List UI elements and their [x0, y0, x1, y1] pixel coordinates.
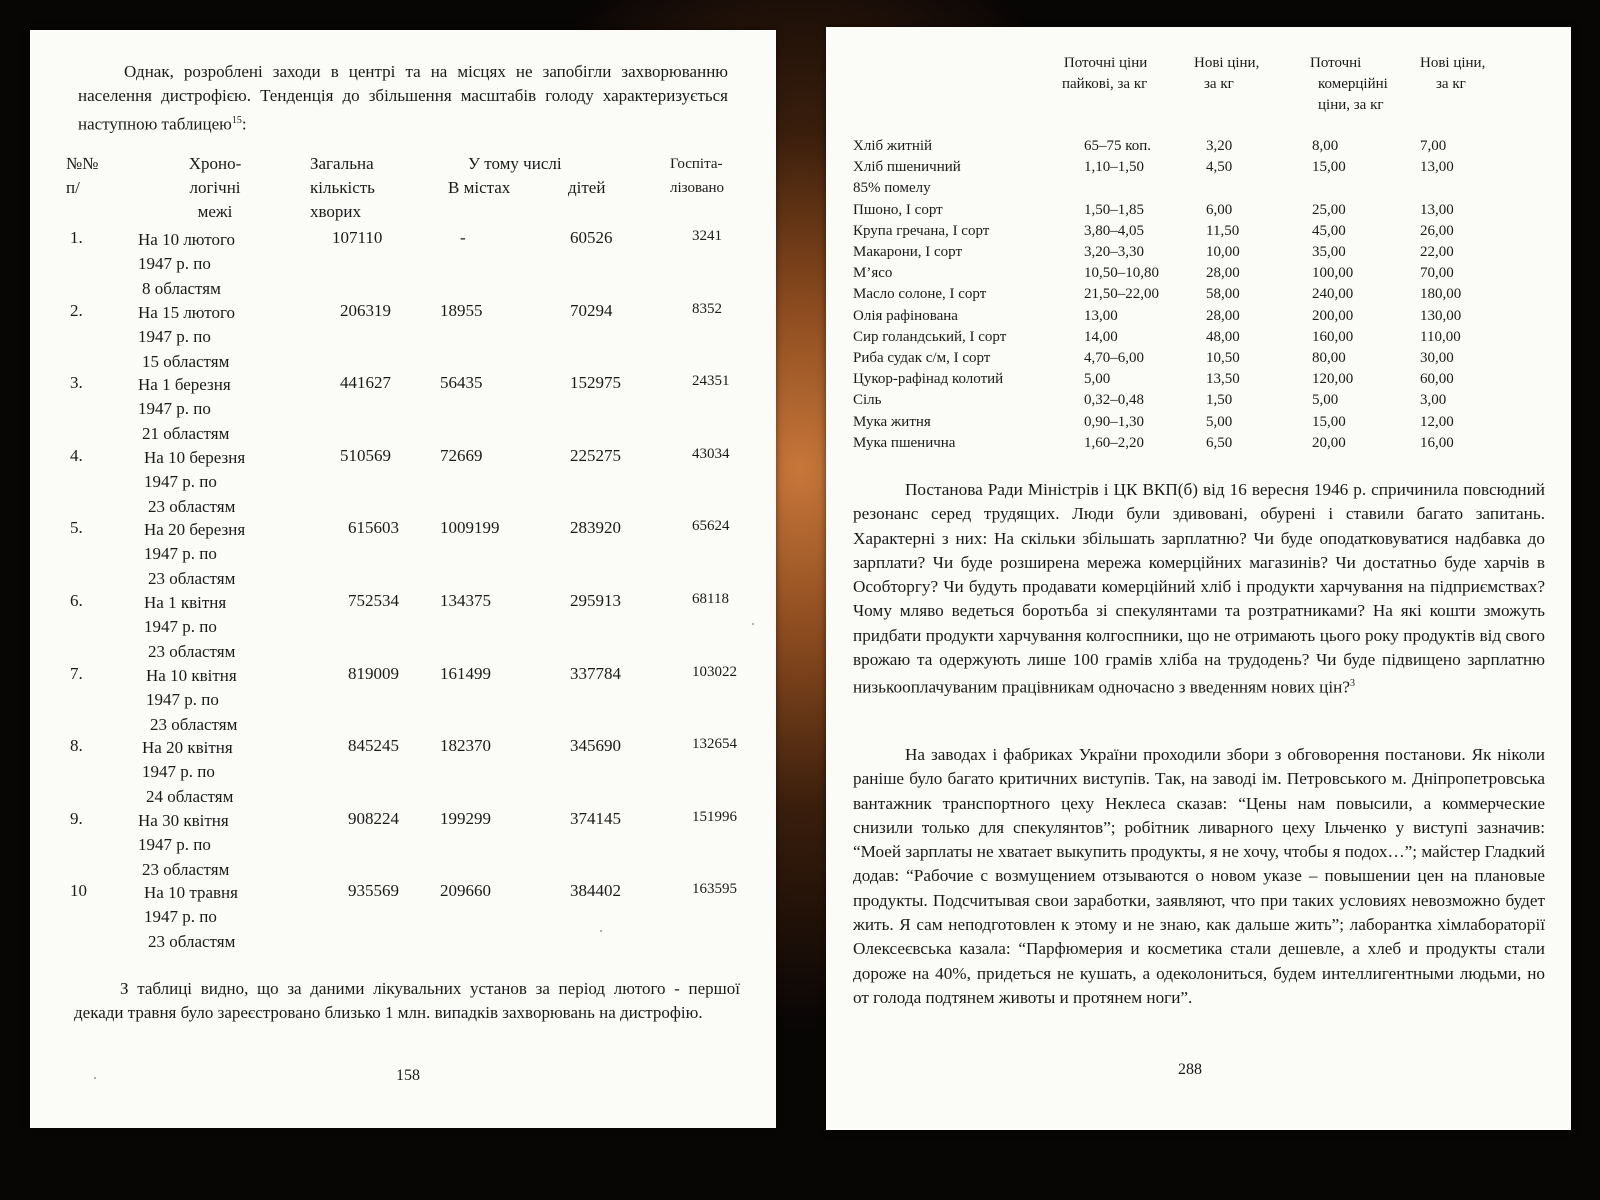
price-commercial: 5,00 [1312, 392, 1339, 408]
row-total: 845245 [348, 736, 399, 755]
price-new-2: 180,00 [1420, 286, 1462, 302]
header-current-ration: Поточні ціни пайкові, за кг [1062, 55, 1148, 92]
price-ration: 13,00 [1084, 308, 1118, 324]
row-number: 1. [70, 228, 83, 247]
price-new-1: 48,00 [1206, 329, 1240, 345]
row-number: 9. [70, 809, 83, 828]
page-number-left: 158 [396, 1067, 420, 1084]
row-children: 295913 [570, 591, 621, 610]
row-cities: 182370 [440, 736, 491, 755]
price-ration: 4,70–6,00 [1084, 350, 1144, 366]
row-total: 935569 [348, 881, 399, 900]
row-cities: 18955 [440, 301, 483, 320]
row-hospitalized: 132654 [692, 736, 737, 752]
price-ration: 10,50–10,80 [1084, 265, 1159, 281]
row-hospitalized: 8352 [692, 301, 722, 317]
row-hospitalized: 3241 [692, 228, 722, 244]
price-new-1: 10,50 [1206, 350, 1240, 366]
row-chronology: На 10 березня 1947 р. по 23 областям [144, 448, 246, 516]
price-commercial: 35,00 [1312, 244, 1346, 260]
row-total: 107110 [332, 228, 383, 247]
price-item: Риба судак с/м, І сорт [853, 350, 991, 366]
price-commercial: 240,00 [1312, 286, 1354, 302]
speck [94, 1077, 96, 1079]
row-chronology: На 10 травня 1947 р. по 23 областям [144, 883, 238, 951]
price-new-2: 3,00 [1420, 392, 1447, 408]
row-total: 510569 [340, 446, 391, 465]
row-chronology: На 20 березня 1947 р. по 23 областям [144, 520, 246, 588]
price-item: Масло солоне, І сорт [853, 286, 987, 302]
price-new-2: 12,00 [1420, 414, 1454, 430]
row-children: 337784 [570, 664, 621, 683]
price-ration: 14,00 [1084, 329, 1118, 345]
row-chronology: На 10 лютого 1947 р. по 8 областям [138, 230, 236, 298]
price-item: Сіль [853, 392, 882, 408]
row-cities: 1009199 [440, 518, 500, 537]
row-children: 152975 [570, 373, 621, 392]
price-commercial: 15,00 [1312, 159, 1346, 175]
row-chronology: На 30 квітня 1947 р. по 23 областям [138, 811, 230, 879]
row-total: 752534 [348, 591, 399, 610]
row-chronology: На 1 квітня 1947 р. по 23 областям [144, 593, 236, 661]
price-ration: 21,50–22,00 [1084, 286, 1159, 302]
row-hospitalized: 163595 [692, 881, 737, 897]
price-commercial: 15,00 [1312, 414, 1346, 430]
price-new-1: 6,00 [1206, 202, 1233, 218]
row-cities: 209660 [440, 881, 491, 900]
row-hospitalized: 151996 [692, 809, 737, 825]
row-cities: - [460, 228, 466, 247]
row-number: 8. [70, 736, 83, 755]
price-commercial: 200,00 [1312, 308, 1354, 324]
price-new-1: 1,50 [1206, 392, 1233, 408]
price-ration: 3,20–3,30 [1084, 244, 1144, 260]
price-item: 85% помелу [853, 180, 931, 196]
row-number: 6. [70, 591, 83, 610]
price-item: Хліб пшеничний [853, 159, 961, 175]
price-new-2: 22,00 [1420, 244, 1454, 260]
price-new-2: 13,00 [1420, 202, 1454, 218]
footnote-ref: 3 [1349, 678, 1355, 690]
header-new-1: Нові ціни, за кг [1194, 55, 1260, 92]
speck [600, 930, 602, 932]
price-commercial: 25,00 [1312, 202, 1346, 218]
conclusion-paragraph: З таблиці видно, що за даними лікувальних установ за період лютого - першої декади травня було зареєстровано близько 1 млн. випадків захворювань на дистрофію. [74, 979, 740, 1022]
row-chronology: На 20 квітня 1947 р. по 24 областям [142, 738, 234, 806]
price-item: Крупа гречана, І сорт [853, 223, 990, 239]
price-new-1: 11,50 [1206, 223, 1240, 239]
price-item: Макарони, І сорт [853, 244, 963, 260]
price-ration: 1,50–1,85 [1084, 202, 1144, 218]
price-new-2: 13,00 [1420, 159, 1454, 175]
row-hospitalized: 103022 [692, 664, 737, 680]
header-new-2: Нові ціни, за кг [1420, 55, 1486, 92]
header-current-commercial: Поточні комерційні ціни, за кг [1310, 55, 1388, 113]
header-including: У тому числі [468, 154, 562, 173]
price-commercial: 45,00 [1312, 223, 1346, 239]
price-new-1: 58,00 [1206, 286, 1240, 302]
price-item: Цукор-рафінад колотий [853, 371, 1004, 387]
row-number: 10 [70, 881, 87, 900]
price-item: Мука пшенична [853, 435, 956, 451]
speck [752, 623, 754, 625]
intro-paragraph: Однак, розроблені заходи в центрі та на місцях не запобігли захворюванню населення дистрофією. Тенденція до збільшення масштабів голоду характеризується наступною таблицею$^{15}$: [78, 62, 728, 134]
price-new-2: 70,00 [1420, 265, 1454, 281]
header-hospitalized: Госпіта- лізовано [670, 156, 725, 196]
row-children: 225275 [570, 446, 621, 465]
price-commercial: 8,00 [1312, 138, 1339, 154]
price-new-2: 30,00 [1420, 350, 1454, 366]
row-children: 345690 [570, 736, 621, 755]
price-ration: 65–75 коп. [1084, 138, 1152, 154]
price-ration: 3,80–4,05 [1084, 223, 1144, 239]
row-cities: 72669 [440, 446, 483, 465]
row-hospitalized: 43034 [692, 446, 730, 462]
row-cities: 199299 [440, 809, 491, 828]
price-new-1: 10,00 [1206, 244, 1240, 260]
row-total: 206319 [340, 301, 391, 320]
row-number: 4. [70, 446, 83, 465]
price-item: М’ясо [853, 265, 893, 281]
row-number: 3. [70, 373, 83, 392]
price-new-2: 60,00 [1420, 371, 1454, 387]
page-number-right: 288 [1178, 1061, 1202, 1078]
price-commercial: 80,00 [1312, 350, 1346, 366]
price-ration: 0,90–1,30 [1084, 414, 1144, 430]
price-new-2: 110,00 [1420, 329, 1461, 345]
header-cities: В містах [448, 178, 511, 197]
header-total: Загальна кількість хворих [310, 154, 375, 221]
price-item: Мука житня [853, 414, 931, 430]
row-children: 70294 [570, 301, 613, 320]
price-new-1: 28,00 [1206, 265, 1240, 281]
price-new-2: 7,00 [1420, 138, 1447, 154]
price-new-1: 5,00 [1206, 414, 1233, 430]
header-num: №№ п/ [66, 154, 99, 197]
row-cities: 56435 [440, 373, 483, 392]
row-total: 615603 [348, 518, 399, 537]
row-hospitalized: 68118 [692, 591, 729, 607]
row-number: 5. [70, 518, 83, 537]
price-commercial: 20,00 [1312, 435, 1346, 451]
row-children: 384402 [570, 881, 621, 900]
price-item: Сир голандський, І сорт [853, 329, 1007, 345]
price-ration: 1,10–1,50 [1084, 159, 1144, 175]
price-ration: 0,32–0,48 [1084, 392, 1144, 408]
price-new-2: 130,00 [1420, 308, 1462, 324]
price-new-2: 26,00 [1420, 223, 1454, 239]
price-commercial: 160,00 [1312, 329, 1354, 345]
price-new-1: 6,50 [1206, 435, 1233, 451]
price-new-1: 3,20 [1206, 138, 1233, 154]
right-page [826, 27, 1571, 1130]
row-chronology: На 10 квітня 1947 р. по 23 областям [146, 666, 238, 734]
row-total: 441627 [340, 373, 391, 392]
row-cities: 134375 [440, 591, 491, 610]
price-item: Пшоно, І сорт [853, 202, 943, 218]
row-chronology: На 15 лютого 1947 р. по 15 областям [138, 303, 236, 371]
row-chronology: На 1 березня 1947 р. по 21 областям [138, 375, 231, 443]
row-children: 60526 [570, 228, 613, 247]
row-hospitalized: 65624 [692, 518, 730, 534]
resolution-paragraph: Постанова Ради Міністрів і ЦК ВКП(б) від 16 вересня 1946 р. спричинила повсюдний резонанс серед трудящих. Люди були здивовані, обурені і ставили багато запитань. Характерні з них: На скільки збільшать зарплатню? Чи буде оподатковуватися надбавка до зарплати? Чи буде розширена мережа комерційних магазинів? Чи достатньо буде харчів в Особторгу? Чи будуть продавати комерційний хліб і продукти харчування на підприємствах? Чому мляво ведеться боротьба зі спекулянтами та розтратниками? На які кошти зможуть придбати продукти харчування колгоспники, що не отримають цього року продуктів від свого врожаю та одержують лише 100 грамів хліба на трудодень? Чи буде підвищено зарплатню низькооплачуваним працівникам одночасно з введенням нових цін?$^3$ [853, 480, 1545, 698]
header-children: дітей [568, 178, 606, 197]
row-number: 7. [70, 664, 83, 683]
price-item: Олія рафінована [853, 308, 958, 324]
price-new-1: 28,00 [1206, 308, 1240, 324]
row-hospitalized: 24351 [692, 373, 730, 389]
price-commercial: 120,00 [1312, 371, 1354, 387]
price-new-1: 13,50 [1206, 371, 1240, 387]
price-ration: 1,60–2,20 [1084, 435, 1144, 451]
row-cities: 161499 [440, 664, 491, 683]
factories-paragraph: На заводах і фабриках України проходили збори з обговорення постанови. Як ніколи раніше було багато критичних виступів. Так, на заводі ім. Петровського м. Дніпропетровська вантажник транспортного цеху Неклеса сказав: “Цены нам повысили, а коммерческие снизили только для спекулянтов”; робітник ливарного цеху Ільченко у виступі зазначив: “Моей зарплаты не хватает выкупить продукты, я не хочу, чтобы я подох…”; майстер Гладкий додав: “Рабочие с возмущением отзываются о новом указе – повышении цен на плановые продукты. Подсчитывая свои заработки, заявляют, что при таких условиях невозможно будет жить. Я сам неподготовлен к этому и не знаю, как дальше жить”; лаборантка хімлабораторії Олексеєвська казала: “Парфюмерия и косметика стали дешевле, а хлеб и продукты стали дороже на 40%, придеться не кушать, а одеколониться, будем интеллигентными людьми, но от голода подтянем животы и протянем ноги”. [853, 745, 1545, 1007]
row-number: 2. [70, 301, 83, 320]
footnote-ref: 15 [231, 114, 242, 126]
price-item: Хліб житній [853, 138, 933, 154]
row-total: 819009 [348, 664, 399, 683]
price-new-1: 4,50 [1206, 159, 1233, 175]
row-children: 283920 [570, 518, 621, 537]
row-total: 908224 [348, 809, 399, 828]
left-page [30, 30, 776, 1128]
price-commercial: 100,00 [1312, 265, 1354, 281]
price-new-2: 16,00 [1420, 435, 1454, 451]
price-ration: 5,00 [1084, 371, 1111, 387]
row-children: 374145 [570, 809, 621, 828]
header-chronology: Хроно- логічні межі [188, 154, 242, 221]
